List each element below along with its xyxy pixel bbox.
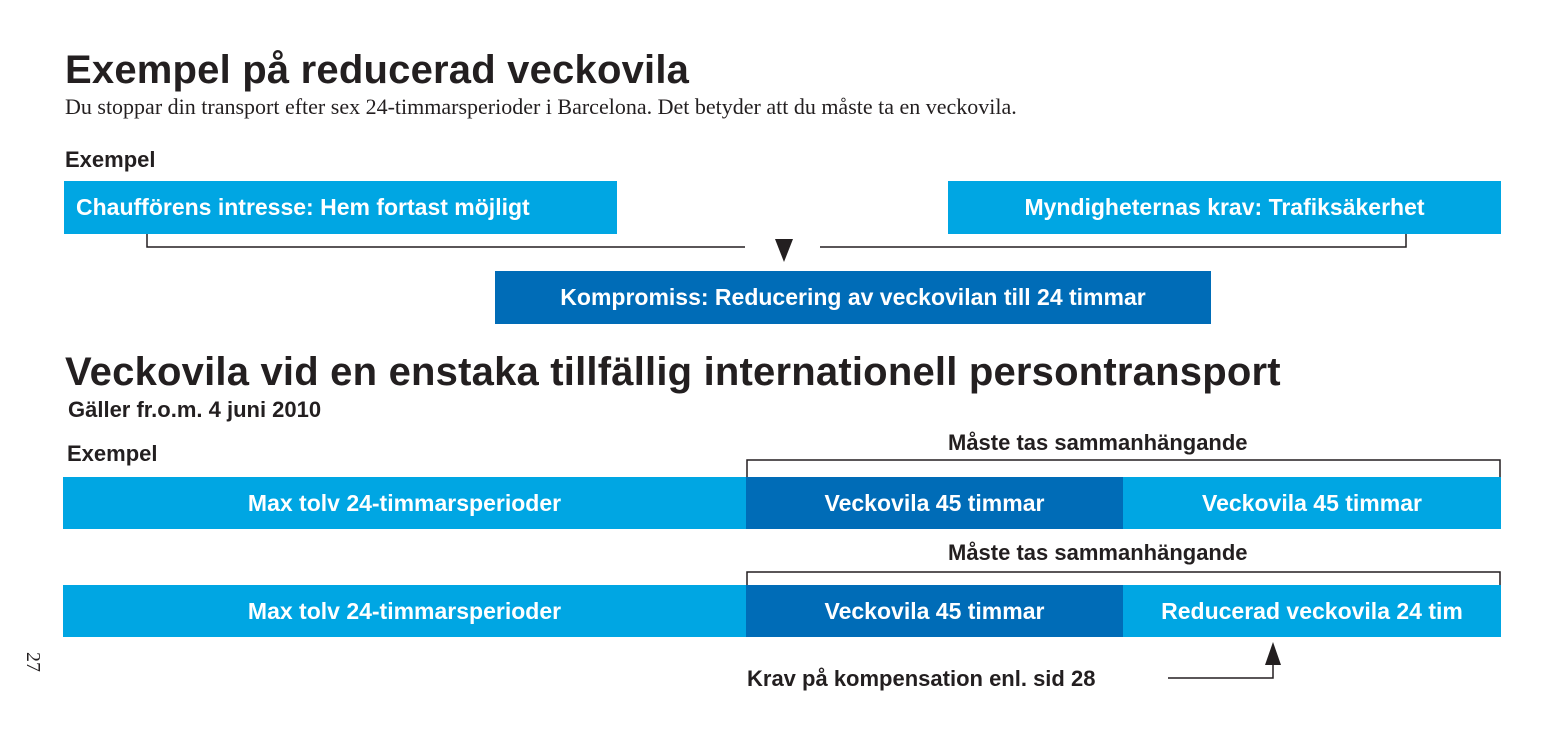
row2-bracket <box>747 572 1500 585</box>
row2-rest-segment-1: Veckovila 45 timmar <box>746 585 1123 637</box>
row1-bracket-label: Måste tas sammanhängande <box>948 430 1248 455</box>
row1-rest-segment-2: Veckovila 45 timmar <box>1123 477 1501 529</box>
page-title: Exempel på reducerad veckovila <box>65 48 690 92</box>
row2-bracket-label: Måste tas sammanhängande <box>948 540 1248 565</box>
section-title: Veckovila vid en enstaka tillfällig internationell persontransport <box>65 350 1281 394</box>
authority-requirement-box: Myndigheternas krav: Trafiksäkerhet <box>948 181 1501 234</box>
up-arrow-icon <box>1265 642 1281 665</box>
validity-subtitle: Gäller fr.o.m. 4 juni 2010 <box>68 397 322 422</box>
page-number: 27 <box>22 652 44 672</box>
row1-bracket <box>747 460 1500 477</box>
row2-period-segment: Max tolv 24-timmarsperioder <box>63 585 746 637</box>
intro-text: Du stoppar din transport efter sex 24-timmarsperioder i Barcelona. Det betyder att du måste ta en veckovila. <box>65 94 1017 119</box>
example-label: Exempel <box>65 147 156 172</box>
row1-period-segment: Max tolv 24-timmarsperioder <box>63 477 746 529</box>
compromise-box: Kompromiss: Reducering av veckovilan till 24 timmar <box>495 271 1211 324</box>
compensation-pointer <box>1168 663 1273 678</box>
driver-interest-box: Chaufförens intresse: Hem fortast möjligt <box>64 181 617 234</box>
example-label-2: Exempel <box>67 441 158 466</box>
compensation-note: Krav på kompensation enl. sid 28 <box>747 666 1096 691</box>
down-arrow-icon <box>775 239 793 262</box>
row1-rest-segment-1: Veckovila 45 timmar <box>746 477 1123 529</box>
row2-reduced-rest-segment: Reducerad veckovila 24 tim <box>1123 585 1501 637</box>
